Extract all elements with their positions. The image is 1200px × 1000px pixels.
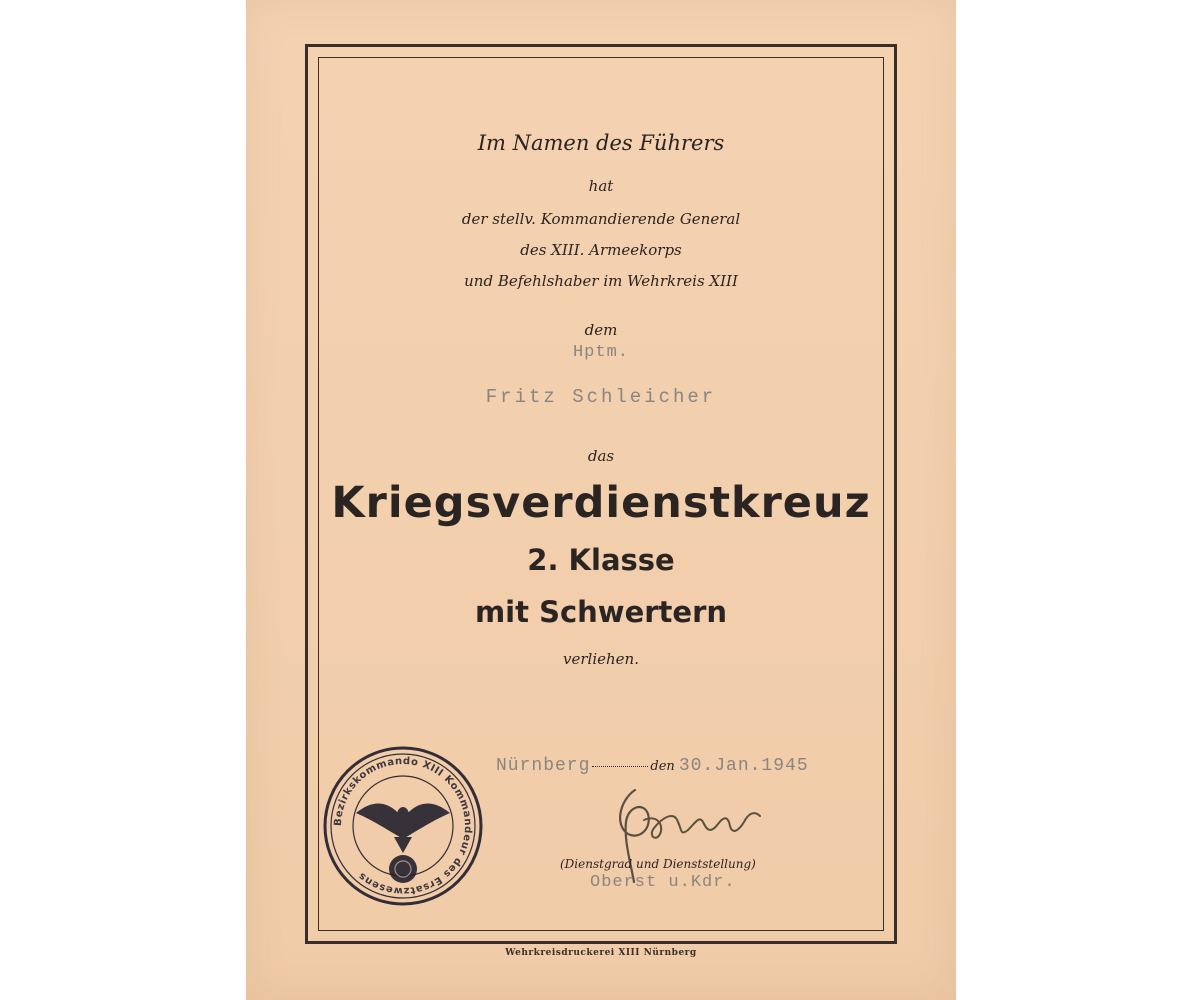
certificate-heading: Im Namen des Führers [477, 131, 725, 155]
printer-imprint: Wehrkreisdruckerei XIII Nürnberg [505, 948, 697, 958]
signature-icon [600, 770, 780, 890]
text-hat: hat [588, 177, 614, 195]
dotted-rule [592, 766, 648, 767]
award-class: 2. Klasse [527, 543, 675, 577]
eagle-stamp-icon [318, 741, 488, 911]
text-das: das [587, 447, 615, 465]
recipient-rank: Hptm. [572, 343, 629, 362]
text-verliehen: verliehen. [563, 650, 639, 668]
issue-date: 30.Jan.1945 [678, 756, 809, 776]
text-den: den [650, 759, 675, 774]
text-dem: dem [584, 321, 618, 339]
text-corps: des XIII. Armeekorps [520, 241, 682, 259]
signatory-rank: Oberst u.Kdr. [590, 873, 736, 892]
text-befehlshaber: und Befehlshaber im Wehrkreis XIII [464, 272, 738, 290]
recipient-name: Fritz Schleicher [485, 386, 717, 408]
rank-caption: (Dienstgrad und Dienststellung) [560, 857, 756, 871]
award-title: Kriegsverdienstkreuz [331, 478, 871, 528]
issue-place: Nürnberg [496, 756, 591, 776]
text-general: der stellv. Kommandierende General [461, 210, 741, 228]
award-swords: mit Schwertern [474, 595, 728, 629]
stamp-ring-text: Bezirkskommando XIII Kommandeur des Ersatzwesens [332, 755, 474, 897]
